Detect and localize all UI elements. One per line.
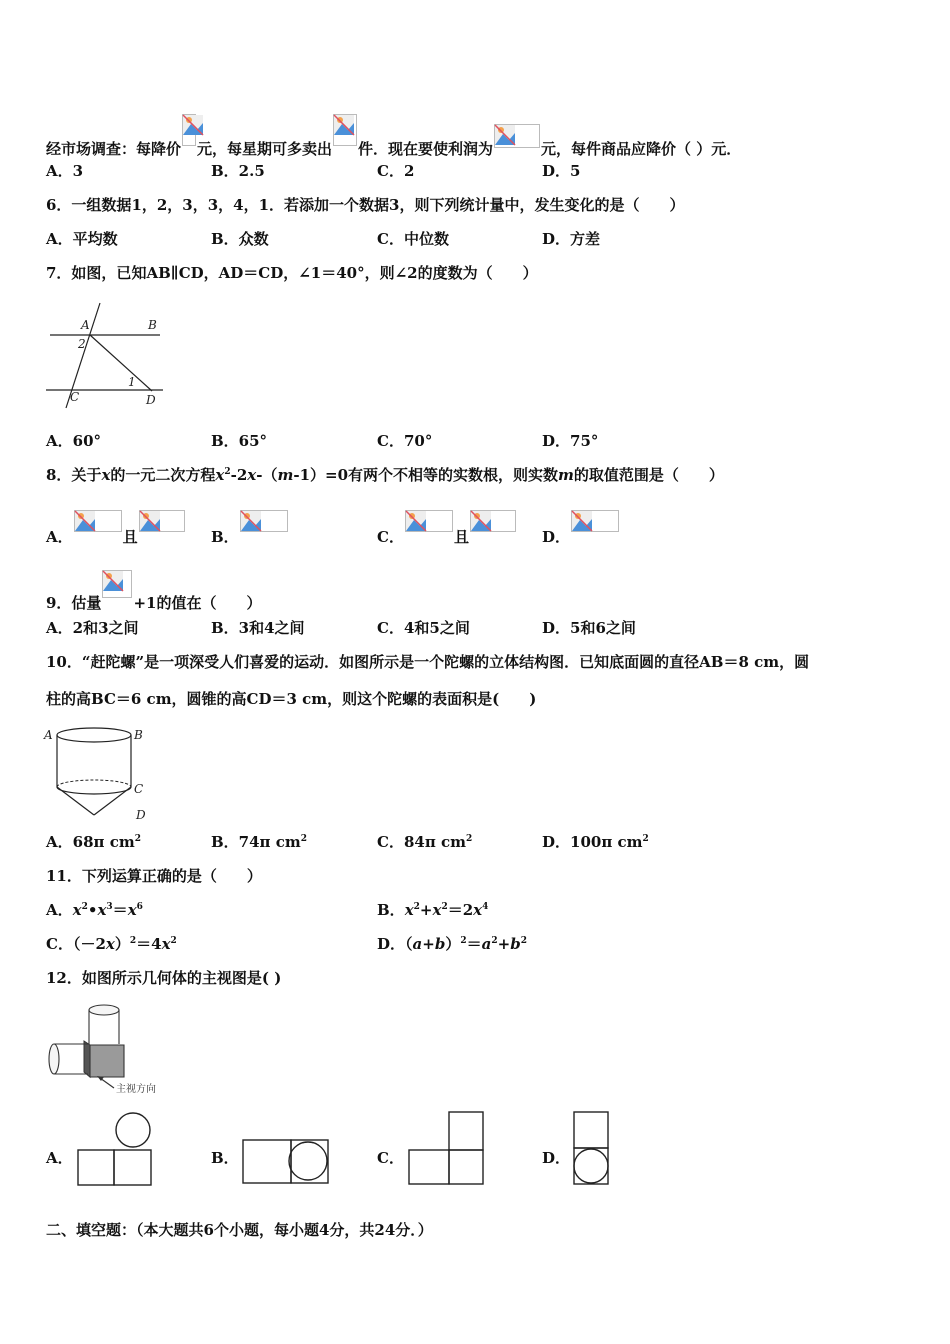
- q12-option-a-label[interactable]: A．: [46, 1149, 73, 1167]
- image-placeholder-icon: [405, 510, 453, 532]
- q11-option-a[interactable]: A．$x^2•x^3=x^6$: [46, 901, 143, 919]
- q12-option-d-label[interactable]: D．: [542, 1149, 571, 1167]
- q9-option-a[interactable]: A．2和3之间: [46, 619, 139, 637]
- section-2-heading: 二、填空题：（本大题共6个小题，每小题4分，共24分．）: [46, 1221, 433, 1239]
- point-c-label: C: [70, 390, 80, 404]
- q10-stem-line1: 10．“赶陀螺”是一项深受人们喜爱的运动．如图所示是一个陀螺的立体结构图．已知底面圆的直径AB＝8 cm，圆: [46, 653, 810, 671]
- q7-figure: [40, 298, 170, 410]
- q5-option-b[interactable]: B．2.5: [211, 162, 265, 180]
- q8-option-b[interactable]: B．: [211, 510, 289, 547]
- cone-d-label: D: [136, 808, 146, 822]
- angle-2-label: 2: [78, 337, 86, 351]
- q6-stem: 6．一组数据1，2，3，3，4，1．若添加一个数据3，则下列统计量中，发生变化的是（ ）: [46, 196, 685, 214]
- q9-option-d[interactable]: D．5和6之间: [542, 619, 636, 637]
- q8-option-d[interactable]: D．: [542, 510, 620, 547]
- q5-option-c[interactable]: C．2: [377, 162, 415, 180]
- q8-option-c[interactable]: C． 且: [377, 510, 517, 547]
- image-placeholder-icon: [333, 114, 357, 146]
- q5-stem: 经市场调查：每降价 元，每星期可多卖出 件．现在要使利润为 元，每件商品应降价（ ）元．: [46, 114, 741, 159]
- q12-option-b-figure[interactable]: [241, 1138, 333, 1186]
- q12-stem: 12．如图所示几何体的主视图是( ): [46, 969, 282, 987]
- q10-stem-line2: 柱的高BC＝6 cm，圆锥的高CD＝3 cm，则这个陀螺的表面积是( ): [46, 690, 537, 708]
- q6-option-b[interactable]: B．众数: [211, 230, 269, 248]
- q6-option-a[interactable]: A．平均数: [46, 230, 118, 248]
- q7-option-b[interactable]: B．65°: [211, 432, 268, 450]
- q5-option-d[interactable]: D．5: [542, 162, 581, 180]
- q7-option-c[interactable]: C．70°: [377, 432, 433, 450]
- q10-option-c[interactable]: C．84π $cm^2$: [377, 833, 473, 851]
- q12-option-c-label[interactable]: C．: [377, 1149, 404, 1167]
- q6-option-c[interactable]: C．中位数: [377, 230, 449, 248]
- image-placeholder-icon: [102, 570, 132, 598]
- q12-option-d-figure[interactable]: [572, 1110, 612, 1188]
- q11-option-c[interactable]: C．$(-2x)^2=4x^2$: [46, 935, 177, 953]
- angle-1-label: 1: [128, 375, 136, 389]
- q7-option-a[interactable]: A．60°: [46, 432, 102, 450]
- q12-option-a-figure[interactable]: [76, 1112, 154, 1188]
- q7-stem: 7．如图，已知AB∥CD，AD＝CD，∠1＝40°，则∠2的度数为（ ）: [46, 264, 538, 282]
- image-placeholder-icon: [494, 124, 540, 148]
- q12-option-b-label[interactable]: B．: [211, 1149, 239, 1167]
- view-direction-label: 主视方向: [116, 1084, 156, 1095]
- q8-option-a[interactable]: A． 且: [46, 510, 186, 547]
- image-placeholder-icon: [470, 510, 516, 532]
- q7-option-d[interactable]: D．75°: [542, 432, 599, 450]
- image-placeholder-icon: [240, 510, 288, 532]
- q10-figure: [42, 723, 162, 823]
- q11-option-d[interactable]: D．$(a+b)^2=a^2+b^2$: [377, 935, 527, 953]
- q9-stem: 9．估量 +1的值在（ ）: [46, 570, 261, 613]
- image-placeholder-icon: [139, 510, 185, 532]
- cyl-b-label: B: [134, 728, 143, 742]
- image-placeholder-icon: [182, 114, 196, 146]
- point-b-label: B: [148, 318, 157, 332]
- image-placeholder-icon: [74, 510, 122, 532]
- q8-stem: 8．关于x的一元二次方程$x^2-2x-(m-1)=0$有两个不相等的实数根，则实数m的取值范围是（ ）: [46, 466, 724, 484]
- q9-option-b[interactable]: B．3和4之间: [211, 619, 305, 637]
- q11-stem: 11．下列运算正确的是（ ）: [46, 867, 262, 885]
- q5-option-a[interactable]: A．3: [46, 162, 84, 180]
- point-d-label: D: [146, 393, 156, 407]
- point-a-label: A: [81, 318, 90, 332]
- q11-option-b[interactable]: B．$x^2+x^2=2x^4$: [377, 901, 489, 919]
- cyl-a-label: A: [44, 728, 53, 742]
- image-placeholder-icon: [571, 510, 619, 532]
- q9-option-c[interactable]: C．4和5之间: [377, 619, 470, 637]
- q12-option-c-figure[interactable]: [407, 1110, 487, 1188]
- q12-figure: [44, 1000, 174, 1100]
- q10-option-a[interactable]: A．68π $cm^2$: [46, 833, 141, 851]
- q10-option-d[interactable]: D．100π $cm^2$: [542, 833, 649, 851]
- cyl-c-label: C: [134, 782, 144, 796]
- q6-option-d[interactable]: D．方差: [542, 230, 601, 248]
- q10-option-b[interactable]: B．74π $cm^2$: [211, 833, 308, 851]
